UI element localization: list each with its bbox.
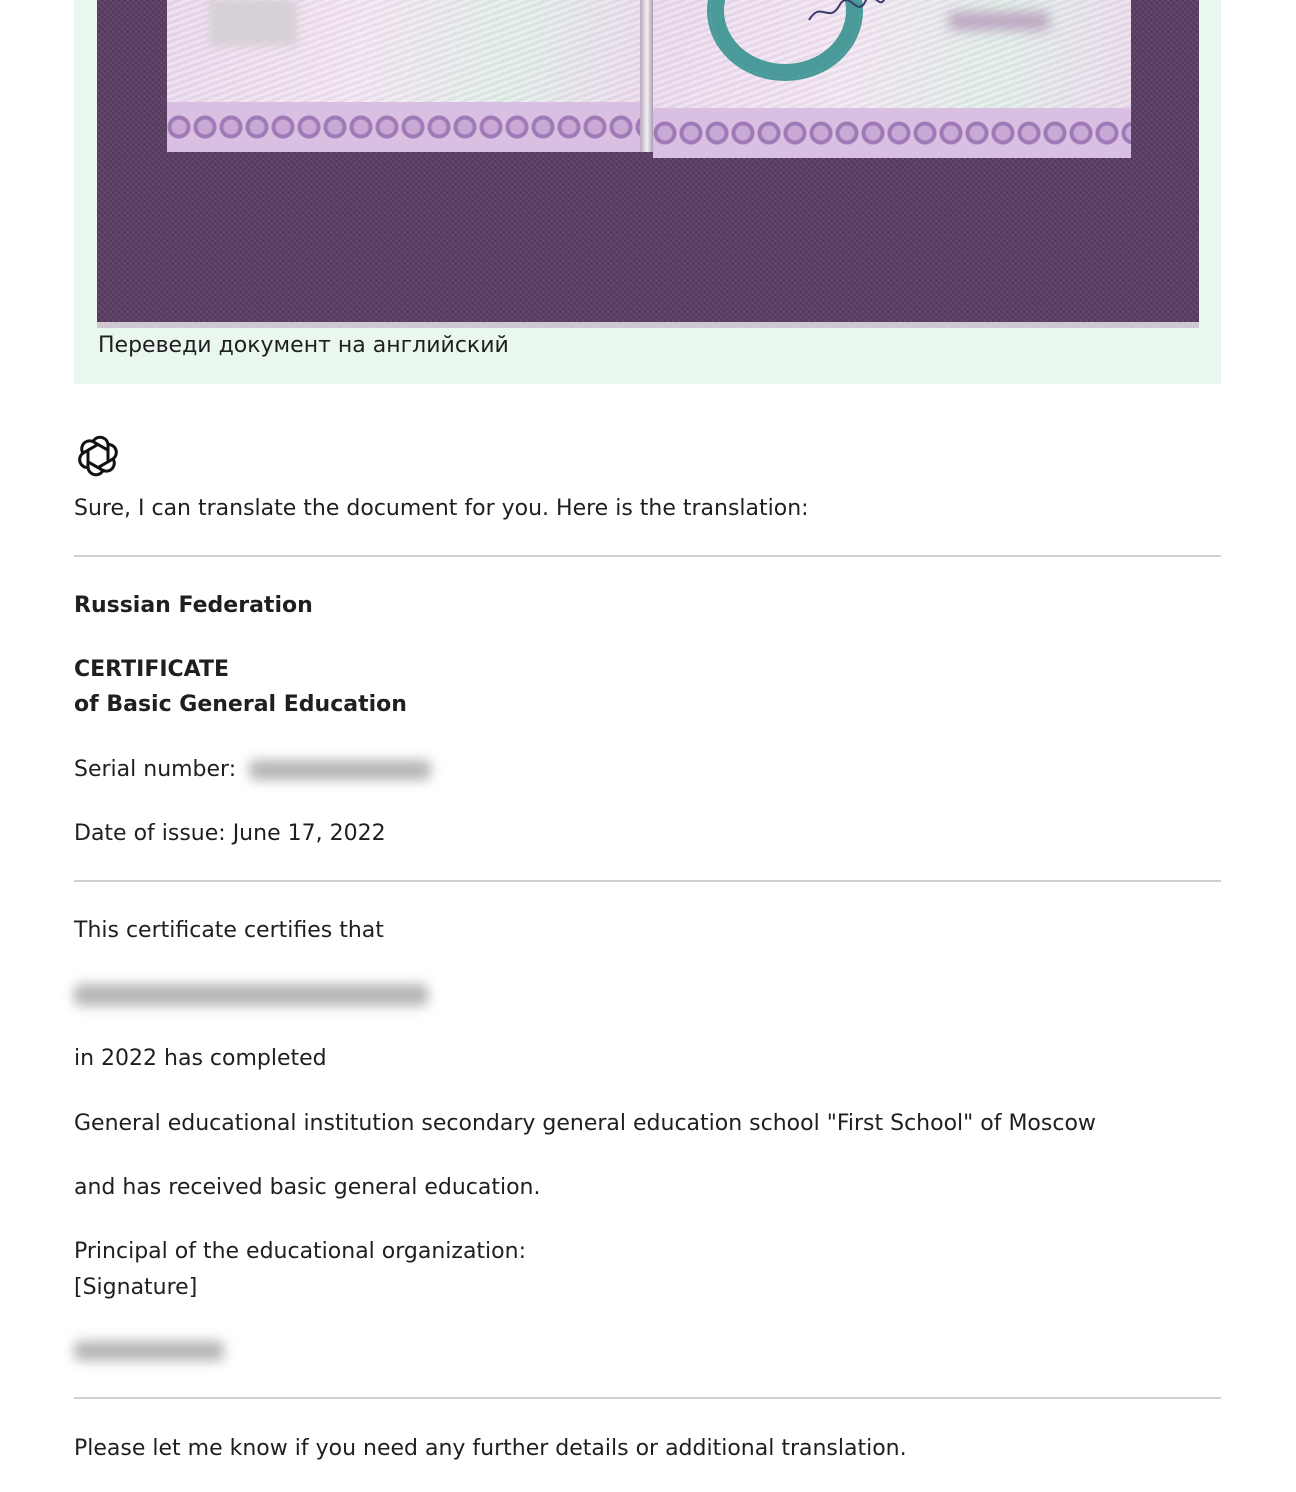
serial-number-redacted xyxy=(249,760,431,780)
divider xyxy=(74,1397,1221,1399)
assistant-intro: Sure, I can translate the document for you. Here is the translation: xyxy=(74,496,809,521)
serial-number-label: Serial number: xyxy=(74,757,237,782)
principal-label: Principal of the educational organization: xyxy=(74,1239,526,1264)
divider xyxy=(74,880,1221,882)
completed-line: in 2022 has completed xyxy=(74,1046,327,1071)
student-name-redacted xyxy=(74,984,428,1006)
signature-placeholder: [Signature] xyxy=(74,1275,198,1300)
country-heading: Russian Federation xyxy=(74,593,313,618)
assistant-closing: Please let me know if you need any further details or additional translation. xyxy=(74,1436,907,1461)
received-line: and has received basic general education. xyxy=(74,1175,541,1200)
user-message-text: Переведи документ на английский xyxy=(98,333,509,358)
certificate-title: CERTIFICATE xyxy=(74,657,230,682)
institution-line: General educational institution secondary general education school "First School" of Moscow xyxy=(74,1111,1096,1136)
user-message xyxy=(74,0,1221,384)
blurred-document-text xyxy=(949,12,1049,30)
certificate-subtitle: of Basic General Education xyxy=(74,692,407,717)
certificate-border-pattern xyxy=(167,102,645,152)
divider xyxy=(74,555,1221,557)
signature-scribble xyxy=(807,0,887,26)
serial-number-line xyxy=(74,752,431,787)
certifies-that: This certificate certifies that xyxy=(74,918,384,943)
certificate-spine xyxy=(640,0,654,152)
certificate-border-pattern xyxy=(653,108,1131,158)
principal-name-redacted xyxy=(74,1341,224,1361)
blurred-photo-area xyxy=(209,0,297,46)
openai-logo-icon xyxy=(74,432,122,480)
certificate-photo xyxy=(97,0,1199,322)
date-of-issue: Date of issue: June 17, 2022 xyxy=(74,821,386,846)
